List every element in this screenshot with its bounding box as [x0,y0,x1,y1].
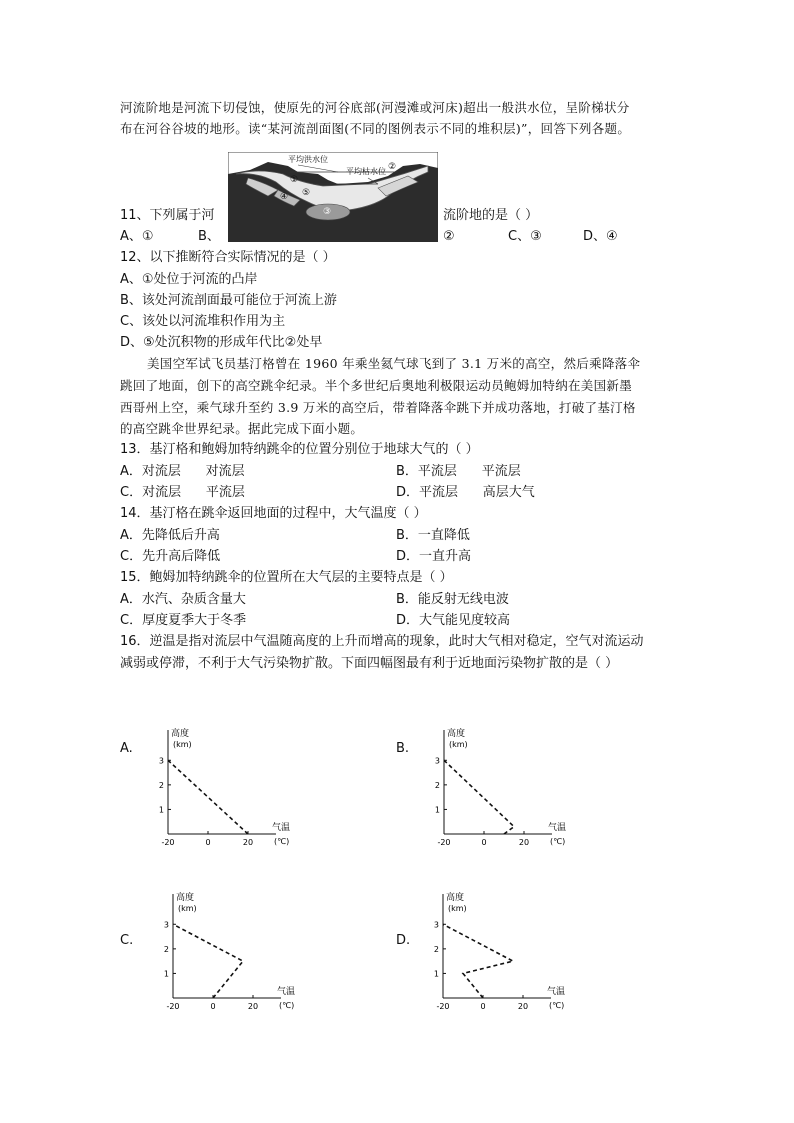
marker-1: ① [290,175,299,185]
q11-stem-a: 11、下列属于河 [120,208,215,223]
y-tick-label: 1 [434,805,440,815]
q11-option-b-value: ② [443,229,455,244]
q16-line-1: 16．逆温是指对流层中气温随高度的上升而增高的现象，此时大气相对稳定，空气对流运动 [120,634,644,649]
flood-level-label: 平均洪水位 [288,155,328,164]
intro-line-1: 河流阶地是河流下切侵蚀，使原先的河谷底部(河漫滩或河床)超出一般洪水位，呈阶梯状分 [120,100,630,115]
chart-d-option-label: D. [396,933,411,948]
x-axis-title: 气温 [277,987,295,997]
y-axis-title: 高度 [446,893,465,903]
intro-line-2: 布在河谷谷坡的地形。读“某河流剖面图(不同的图例表示不同的堆积层)”，回答下列各题。 [120,121,631,136]
y-tick-label: 1 [433,969,439,979]
temperature-profile-line [173,924,243,998]
passage2-line-4: 的高空跳伞世界纪录。据此完成下面小题。 [120,421,364,436]
y-tick-label: 3 [163,920,169,930]
y-tick-label: 3 [433,920,439,930]
marker-2: ② [388,162,397,172]
x-axis-title: 气温 [272,823,290,833]
chart-c [155,886,295,1016]
y-axis-title: 高度 [176,893,195,903]
marker-3: ③ [323,207,332,217]
q11-option-b: B、 [198,229,220,244]
chart-b-option-label: B. [396,741,410,756]
q14-option-d: D．一直升高 [396,549,472,564]
q13-stem: 13．基汀格和鲍姆加特纳跳伞的位置分别位于地球大气的（ ） [120,442,479,457]
q15-option-b: B．能反射无线电波 [396,592,509,607]
y-tick-label: 2 [434,780,440,790]
marker-5: ⑤ [302,188,311,198]
temperature-profile-line [168,760,248,834]
chart-c-option-label: C. [120,933,134,948]
y-axis-unit: (km) [448,904,467,913]
q11-option-a: A、① [120,229,154,244]
passage2-line-3: 西哥州上空，乘气球升至约 3.9 万米的高空后，带着降落伞跳下并成功落地，打破了基汀格 [120,400,636,415]
q13-option-a: A．对流层 对流层 [120,464,245,479]
q14-option-c: C．先升高后降低 [120,549,221,564]
q14-option-a: A．先降低后升高 [120,528,220,543]
x-tick-label: 0 [210,1002,216,1011]
q15-option-c: C．厚度夏季大于冬季 [120,613,247,628]
q13-option-b: B．平流层 平流层 [396,464,521,479]
q13-option-c: C．对流层 平流层 [120,485,245,500]
x-axis-unit: (℃) [274,837,290,846]
x-axis-title: 气温 [548,823,566,833]
x-tick-label: 20 [247,1002,259,1011]
q12-option-d: D、⑤处沉积物的形成年代比②处早 [120,335,323,350]
temperature-profile-line [443,924,513,998]
x-tick-label: -20 [161,838,175,847]
q11-option-c: C、③ [508,229,542,244]
y-axis-unit: (km) [449,740,468,749]
q12-option-c: C、该处以河流堆积作用为主 [120,314,286,329]
chart-a [150,722,290,852]
q12-option-a: A、①处位于河流的凸岸 [120,272,258,287]
x-tick-label: 20 [242,838,254,847]
q12-stem: 12、以下推断符合实际情况的是（ ） [120,250,336,265]
x-axis-unit: (℃) [550,837,566,846]
y-tick-label: 2 [163,944,169,954]
y-axis-title: 高度 [447,729,466,739]
q11-stem-b: 流阶地的是（ ） [443,208,539,223]
x-tick-label: 0 [480,1002,486,1011]
passage2-line-1: 美国空军试飞员基汀格曾在 1960 年乘坐氦气球飞到了 3.1 万米的高空，然后乘降落伞 [147,356,641,371]
x-axis-title: 气温 [547,987,565,997]
chart-d [425,886,565,1016]
y-axis-title: 高度 [171,729,190,739]
temperature-profile-line [444,760,514,834]
q15-option-a: A．水汽、杂质含量大 [120,592,246,607]
q15-stem: 15．鲍姆加特纳跳伞的位置所在大气层的主要特点是（ ） [120,570,453,585]
y-tick-label: 2 [158,780,164,790]
y-tick-label: 3 [434,756,440,766]
y-tick-label: 3 [158,756,164,766]
q11-option-d: D、④ [583,229,618,244]
q13-option-d: D．平流层 高层大气 [396,485,535,500]
x-tick-label: -20 [437,838,451,847]
chart-b [426,722,566,852]
marker-4: ④ [280,192,289,202]
passage2-line-2: 跳回了地面，创下的高空跳伞纪录。半个多世纪后奥地利极限运动员鲍姆加特纳在美国新墨 [120,378,633,393]
x-tick-label: 20 [518,838,530,847]
q15-option-d: D．大气能见度较高 [396,613,511,628]
x-tick-label: 0 [205,838,211,847]
dry-level-label: 平均枯水位 [346,167,386,176]
y-tick-label: 1 [158,805,164,815]
y-axis-unit: (km) [173,740,192,749]
q12-option-b: B、该处河流剖面最可能位于河流上游 [120,293,337,308]
y-tick-label: 2 [433,944,439,954]
x-tick-label: -20 [166,1002,180,1011]
x-axis-unit: (℃) [279,1001,295,1010]
y-tick-label: 1 [163,969,169,979]
x-tick-label: 0 [481,838,487,847]
chart-a-option-label: A. [120,741,133,756]
q14-option-b: B．一直降低 [396,528,470,543]
river-profile-figure [228,152,438,242]
y-axis-unit: (km) [178,904,197,913]
q16-line-2: 减弱或停滞，不利于大气污染物扩散。下面四幅图最有利于近地面污染物扩散的是（ ） [120,656,619,671]
x-axis-unit: (℃) [549,1001,565,1010]
x-tick-label: -20 [436,1002,450,1011]
x-tick-label: 20 [517,1002,529,1011]
q14-stem: 14．基汀格在跳伞返回地面的过程中，大气温度（ ） [120,506,427,521]
